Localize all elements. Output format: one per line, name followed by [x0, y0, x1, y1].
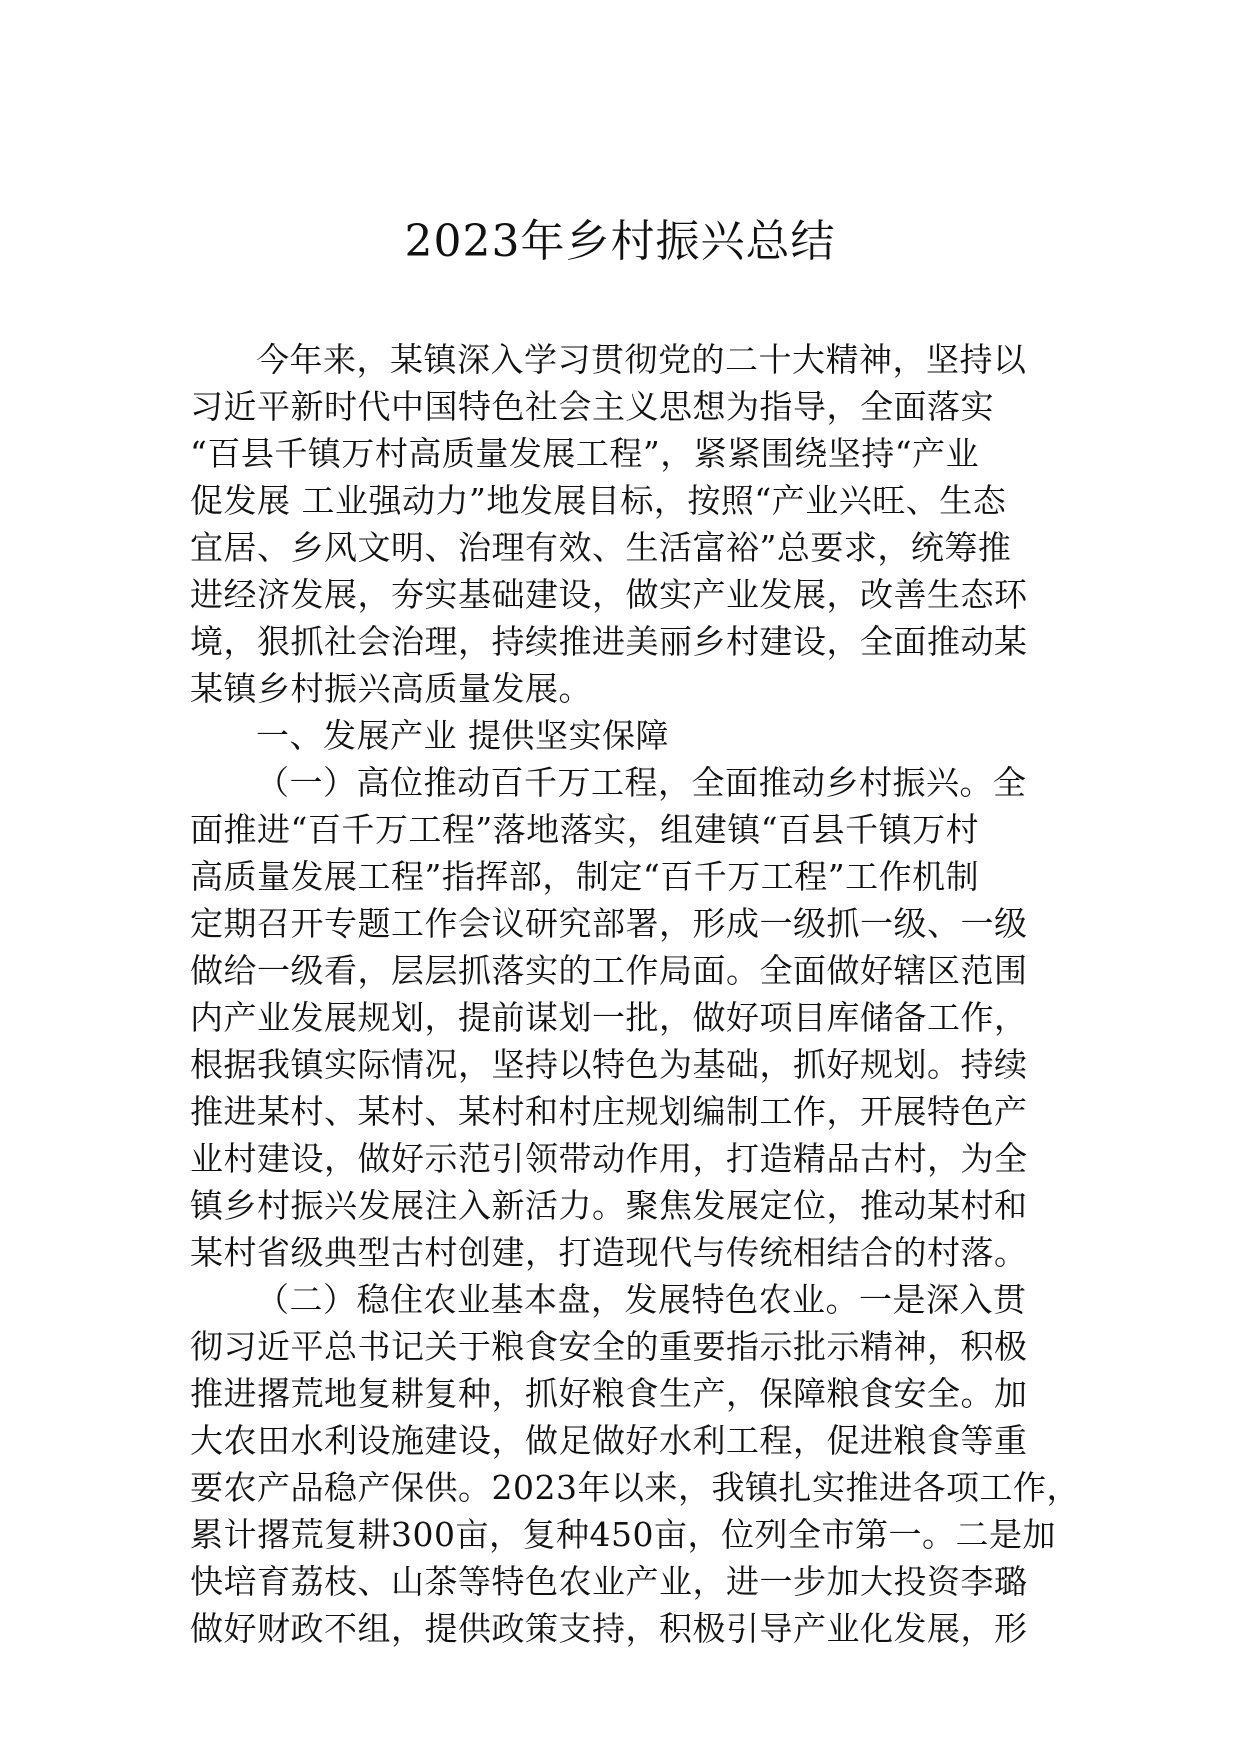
text-line: （一）高位推动百千万工程，全面推动乡村振兴。全	[256, 763, 1027, 802]
text-line: 习近平新时代中国特色社会主义思想为指导，全面落实	[190, 387, 994, 426]
text-line: 一、发展产业 提供坚实保障	[256, 716, 669, 755]
text-line: 镇乡村振兴发展注入新活力。聚焦发展定位，推动某村和	[190, 1186, 1028, 1225]
document-body	[190, 336, 1090, 1652]
text-line: 定期召开专题工作会议研究部署，形成一级抓一级、一级	[190, 904, 1028, 943]
text-line: 高质量发展工程”指挥部，制定“百千万工程”工作机制	[190, 857, 980, 896]
text-line: 大农田水利设施建设，做足做好水利工程，促进粮食等重	[190, 1421, 1028, 1460]
text-line: 某镇乡村振兴高质量发展。	[190, 669, 592, 708]
text-line: 促发展 工业强动力”地发展目标，按照“产业兴旺、生态	[190, 481, 1007, 520]
text-line: 面推进“百千万工程”落地落实，组建镇“百县千镇万村	[190, 810, 980, 849]
text-line: 根据我镇实际情况，坚持以特色为基础，抓好规划。持续	[190, 1045, 1028, 1084]
text-line: “百县千镇万村高质量发展工程”，紧紧围绕坚持“产业	[190, 434, 980, 473]
text-line: （二）稳住农业基本盘，发展特色农业。一是深入贯	[256, 1280, 1027, 1319]
text-line: 推进某村、某村、某村和村庄规划编制工作，开展特色产	[190, 1092, 1028, 1131]
text-line: 彻习近平总书记关于粮食安全的重要指示批示精神，积极	[190, 1327, 1028, 1366]
text-line: 内产业发展规划，提前谋划一批，做好项目库储备工作，	[190, 998, 1028, 1037]
text-line: 今年来，某镇深入学习贯彻党的二十大精神，坚持以	[256, 340, 1027, 379]
text-line: 推进撂荒地复耕复种，抓好粮食生产，保障粮食安全。加	[190, 1374, 1028, 1413]
text-line: 业村建设，做好示范引领带动作用，打造精品古村，为全	[190, 1139, 1028, 1178]
text-line: 要农产品稳产保供。2023年以来，我镇扎实推进各项工作，	[190, 1468, 1080, 1507]
text-line: 境，狠抓社会治理，持续推进美丽乡村建设，全面推动某	[190, 622, 1028, 661]
document-title: 2023年乡村振兴总结	[404, 216, 836, 267]
text-line: 进经济发展，夯实基础建设，做实产业发展，改善生态环	[190, 575, 1028, 614]
text-line: 快培育荔枝、山茶等特色农业产业，进一步加大投资李璐	[190, 1562, 1028, 1601]
text-line: 某村省级典型古村创建，打造现代与传统相结合的村落。	[190, 1233, 1028, 1272]
text-line: 累计撂荒复耕300亩，复种450亩，位列全市第一。二是加	[190, 1515, 1056, 1554]
text-line: 宜居、乡风文明、治理有效、生活富裕”总要求，统筹推	[190, 528, 1012, 567]
text-line: 做给一级看，层层抓落实的工作局面。全面做好辖区范围	[190, 951, 1028, 990]
text-line: 做好财政不组，提供政策支持，积极引导产业化发展，形	[190, 1609, 1028, 1648]
